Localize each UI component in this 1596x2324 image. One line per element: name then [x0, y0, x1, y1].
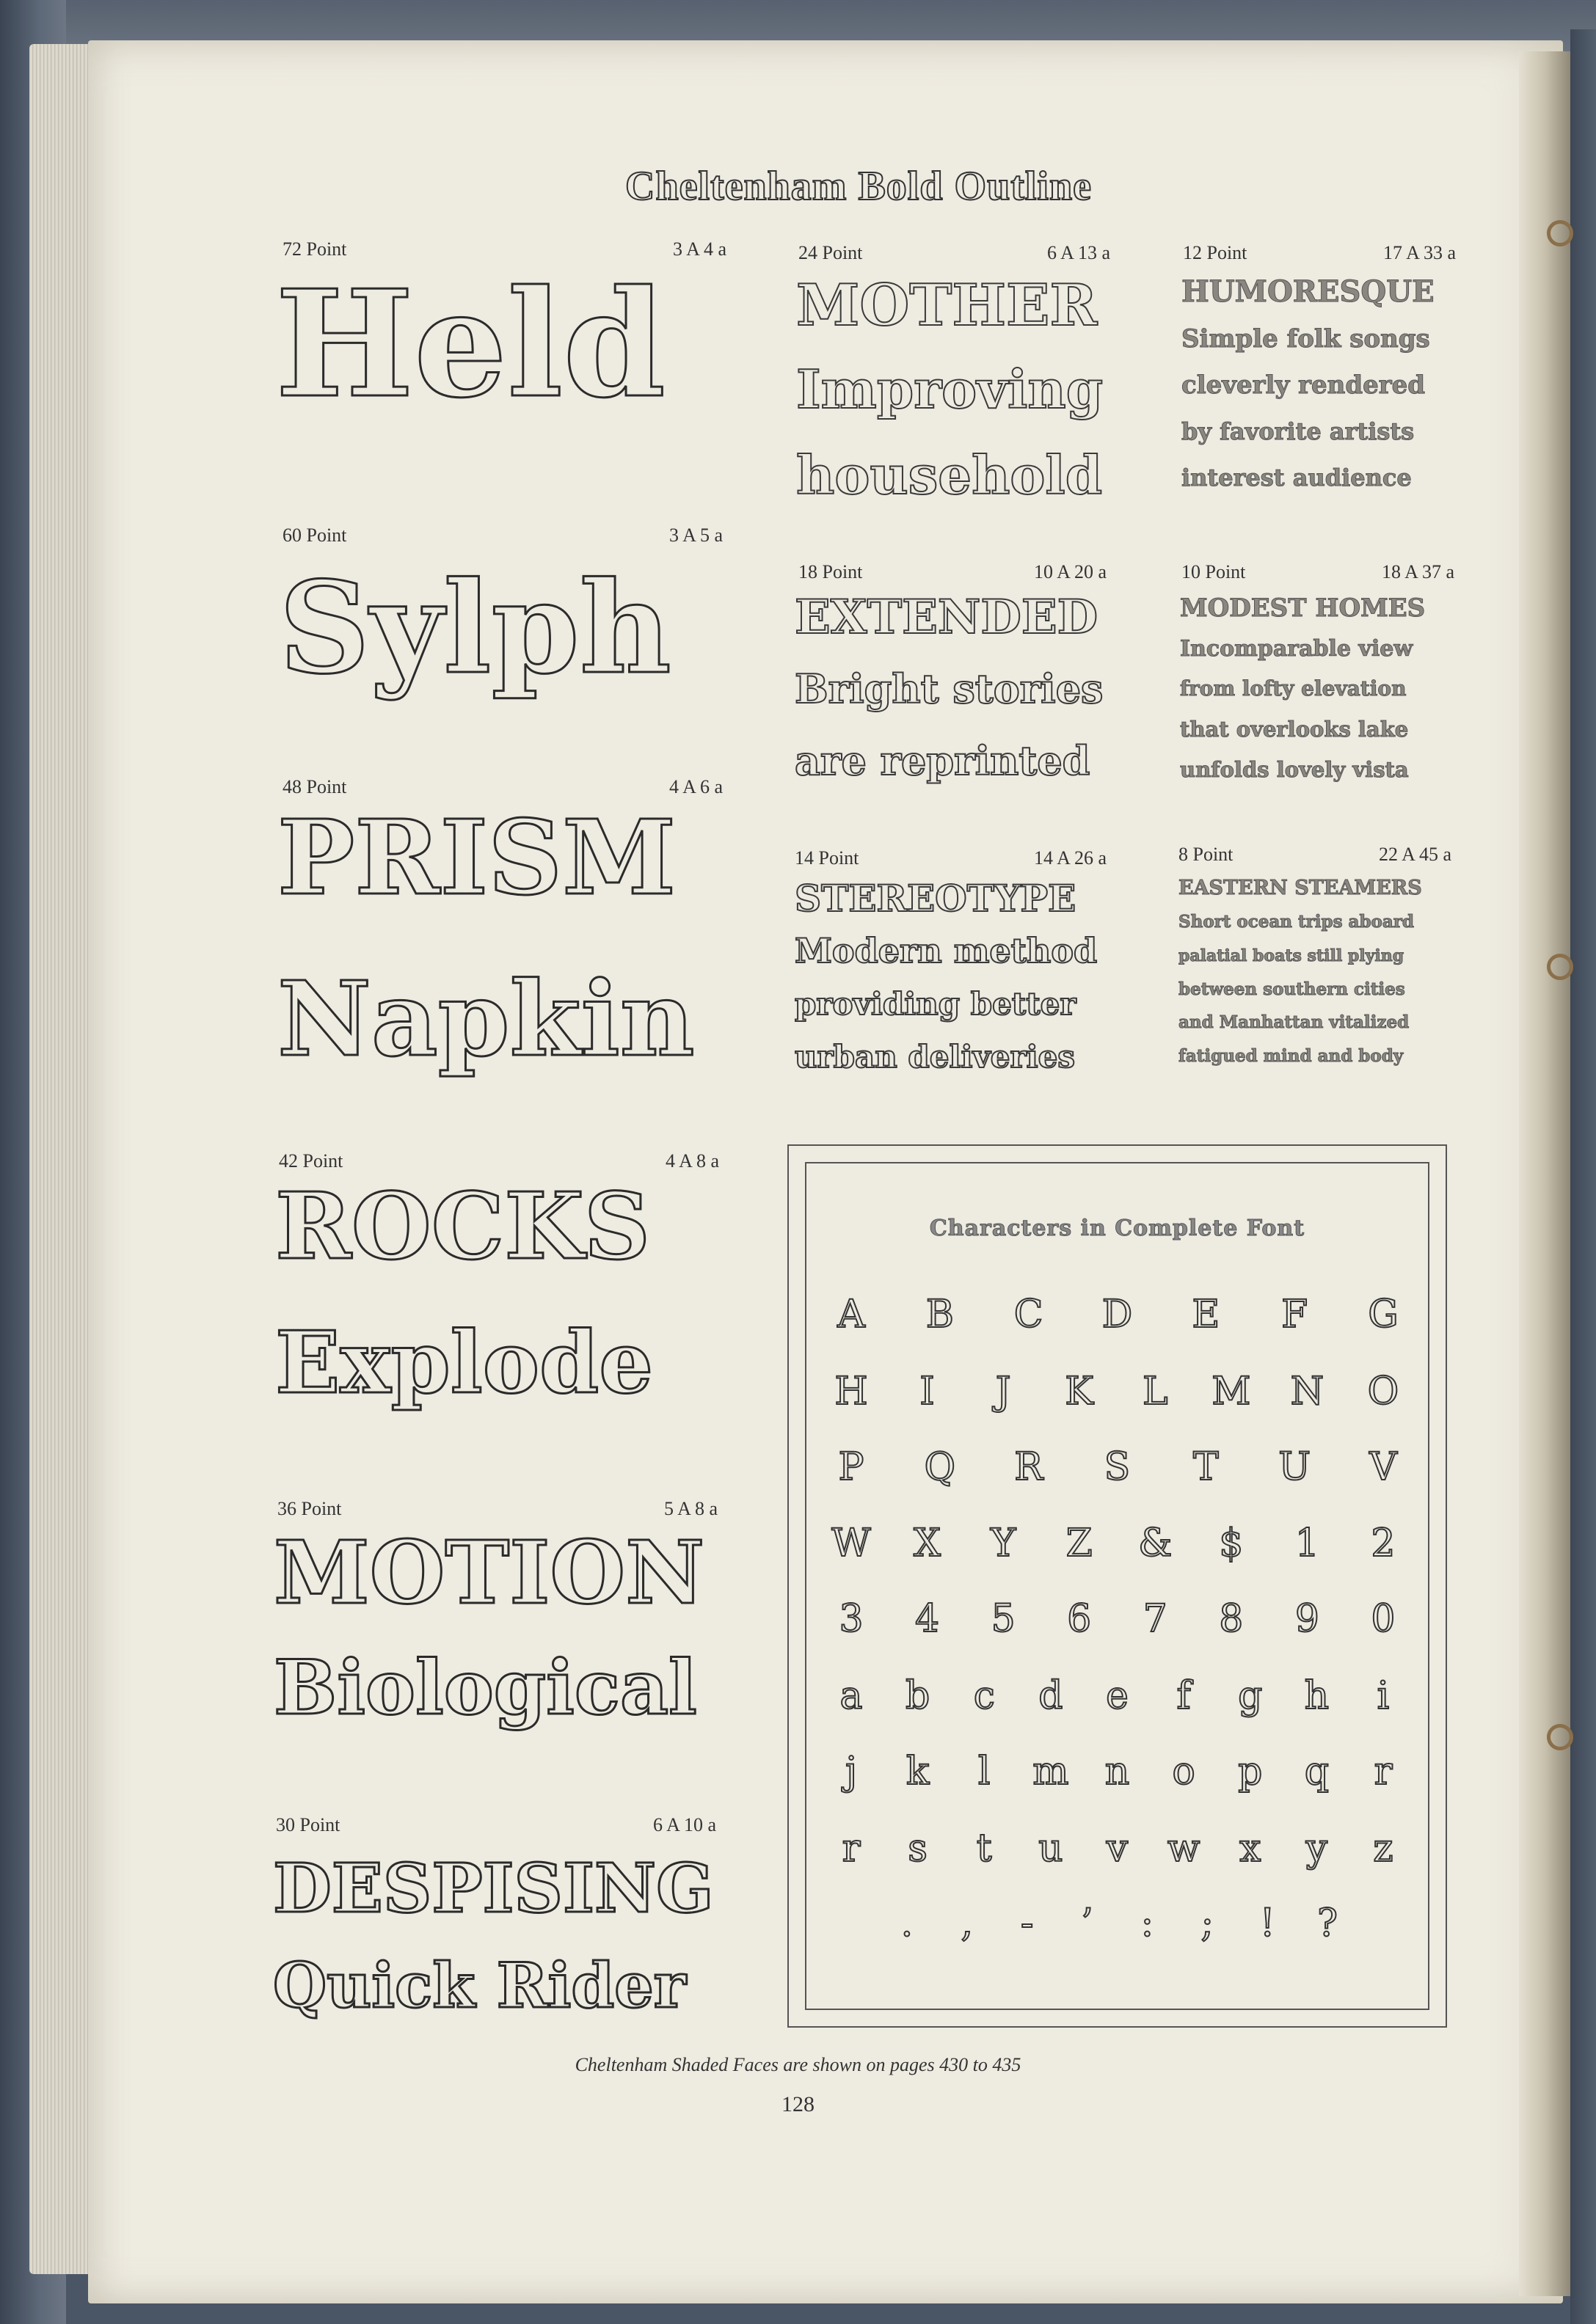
- specimen-text: DESPISING: [273, 1849, 714, 1928]
- font-character: w: [1167, 1827, 1200, 1871]
- font-character: 8: [1219, 1597, 1244, 1641]
- font-character: W: [831, 1521, 871, 1565]
- font-character: U: [1278, 1445, 1311, 1489]
- specimen-text: Held: [275, 258, 666, 431]
- font-character: I: [919, 1370, 935, 1414]
- font-character: r: [1374, 1750, 1393, 1794]
- font-character: h: [1304, 1674, 1330, 1718]
- specimen-size-label: 12 Point 17 A 33 a: [1183, 242, 1456, 263]
- footer-note: Cheltenham Shaded Faces are shown on pages 430 to 435: [575, 2054, 1021, 2075]
- font-character: $: [1219, 1521, 1244, 1565]
- specimen-text: that overlooks lake: [1180, 717, 1409, 742]
- font-character: :: [1140, 1901, 1154, 1945]
- font-character: H: [834, 1370, 868, 1414]
- font-character: t: [976, 1827, 992, 1871]
- specimen-text: STEREOTYPE: [795, 877, 1076, 920]
- font-character: Z: [1065, 1521, 1093, 1565]
- specimen-size-label: 24 Point 6 A 13 a: [798, 242, 1110, 263]
- font-character: T: [1192, 1445, 1219, 1489]
- font-character: d: [1038, 1674, 1063, 1718]
- specimen-text: Modern method: [795, 931, 1098, 971]
- font-character: ’: [1081, 1901, 1093, 1945]
- specimen-size-label: 18 Point 10 A 20 a: [798, 561, 1107, 582]
- specimen-text: Short ocean trips aboard: [1178, 912, 1414, 932]
- font-character: !: [1259, 1901, 1275, 1945]
- font-character: 0: [1371, 1597, 1396, 1641]
- font-character: Q: [924, 1445, 956, 1489]
- font-character: G: [1368, 1293, 1399, 1337]
- font-character: g: [1238, 1674, 1263, 1718]
- binding-thread: [1547, 954, 1573, 980]
- font-character: 9: [1294, 1597, 1319, 1641]
- font-character: L: [1142, 1370, 1168, 1414]
- character-row: [818, 1827, 1416, 1871]
- font-character: .: [900, 1901, 914, 1945]
- specimen-size-label: 36 Point 5 A 8 a: [277, 1498, 718, 1519]
- font-character: ;: [1200, 1901, 1214, 1945]
- character-row: [877, 1901, 1358, 1945]
- font-character: p: [1238, 1750, 1263, 1794]
- specimen-text: Napkin: [277, 960, 695, 1080]
- specimen-text: EXTENDED: [795, 590, 1098, 645]
- specimen-text: unfolds lovely vista: [1180, 757, 1409, 782]
- font-character: S: [1104, 1445, 1131, 1489]
- font-character: r: [842, 1827, 861, 1871]
- binding-thread: [1547, 1724, 1573, 1750]
- specimen-text: HUMORESQUE: [1181, 274, 1435, 309]
- specimen-text: cleverly rendered: [1181, 370, 1426, 400]
- specimen-text: urban deliveries: [795, 1039, 1075, 1075]
- specimen-text: MOTION: [274, 1521, 705, 1623]
- specimen-size-label: 10 Point 18 A 37 a: [1181, 561, 1454, 582]
- font-character: v: [1106, 1827, 1129, 1871]
- font-character: 6: [1067, 1597, 1092, 1641]
- font-character: o: [1172, 1750, 1195, 1794]
- font-character: k: [906, 1750, 930, 1794]
- specimen-text: Simple folk songs: [1181, 324, 1430, 354]
- page-number: 128: [781, 2092, 815, 2116]
- font-character: E: [1192, 1293, 1220, 1337]
- specimen-text: interest audience: [1181, 464, 1412, 492]
- font-character: ,: [961, 1901, 974, 1945]
- font-character: b: [905, 1674, 930, 1718]
- book-cover-right: [1570, 29, 1596, 2324]
- font-character: &: [1138, 1521, 1173, 1565]
- font-character: i: [1377, 1674, 1390, 1718]
- character-row: [818, 1521, 1416, 1565]
- font-character: 7: [1143, 1597, 1167, 1641]
- font-character: N: [1290, 1370, 1324, 1414]
- character-row: [818, 1750, 1416, 1794]
- font-character: K: [1065, 1370, 1094, 1414]
- binding-thread: [1547, 220, 1573, 246]
- specimen-size-label: 42 Point 4 A 8 a: [279, 1150, 719, 1172]
- font-character: c: [973, 1674, 995, 1718]
- font-character: X: [914, 1521, 941, 1565]
- font-character: n: [1104, 1750, 1130, 1794]
- specimen-text: household: [796, 444, 1103, 506]
- font-character: P: [838, 1445, 864, 1489]
- font-character: R: [1014, 1445, 1043, 1489]
- specimen-text: by favorite artists: [1181, 417, 1415, 445]
- font-character: f: [1176, 1674, 1191, 1718]
- specimen-text: Quick Rider: [273, 1949, 686, 2022]
- font-character: l: [977, 1750, 991, 1794]
- font-character: 1: [1294, 1521, 1319, 1565]
- specimen-text: ROCKS: [275, 1173, 651, 1280]
- specimen-text: Incomparable view: [1180, 636, 1413, 662]
- specimen-size-label: 8 Point 22 A 45 a: [1178, 844, 1451, 865]
- specimen-text: Biological: [274, 1644, 697, 1732]
- font-character: q: [1304, 1750, 1330, 1794]
- font-character: C: [1013, 1293, 1043, 1337]
- character-set-box: [787, 1144, 1447, 2028]
- font-character: B: [925, 1293, 954, 1337]
- font-character: j: [845, 1750, 858, 1794]
- specimen-text: Sylph: [279, 553, 671, 702]
- specimen-text: MODEST HOMES: [1180, 593, 1426, 623]
- font-character: F: [1281, 1293, 1308, 1337]
- font-character: e: [1106, 1674, 1129, 1718]
- page-title: Cheltenham Bold Outline: [625, 164, 1092, 209]
- character-set-inner-frame: [805, 1162, 1429, 2010]
- character-row: [818, 1597, 1416, 1641]
- character-set-heading: Characters in Complete Font: [929, 1216, 1305, 1241]
- specimen-size-label: 48 Point 4 A 6 a: [283, 776, 723, 797]
- font-character: V: [1369, 1445, 1397, 1489]
- character-row: [818, 1293, 1416, 1337]
- character-row: [818, 1674, 1416, 1718]
- font-character: z: [1373, 1827, 1393, 1871]
- font-character: -: [1020, 1901, 1034, 1945]
- specimen-text: palatial boats still plying: [1178, 946, 1404, 965]
- specimen-text: Explode: [275, 1313, 654, 1413]
- book-gutter: [1519, 51, 1570, 2296]
- font-character: A: [837, 1293, 865, 1337]
- specimen-text: and Manhattan vitalized: [1178, 1012, 1410, 1032]
- character-row: [818, 1445, 1416, 1489]
- specimen-text: PRISM: [277, 798, 677, 918]
- specimen-text: providing better: [795, 986, 1076, 1022]
- font-character: Y: [990, 1521, 1016, 1565]
- font-character: m: [1032, 1750, 1069, 1794]
- specimen-text: from lofty elevation: [1180, 676, 1407, 701]
- font-character: O: [1367, 1370, 1399, 1414]
- specimen-size-label: 14 Point 14 A 26 a: [795, 847, 1107, 869]
- font-character: 2: [1371, 1521, 1396, 1565]
- font-character: u: [1038, 1827, 1063, 1871]
- specimen-text: Improving: [796, 358, 1104, 420]
- font-character: 3: [839, 1597, 864, 1641]
- character-row: [818, 1370, 1416, 1414]
- font-character: J: [995, 1370, 1011, 1414]
- font-character: D: [1101, 1293, 1133, 1337]
- font-character: ?: [1317, 1901, 1338, 1945]
- font-character: s: [908, 1827, 928, 1871]
- specimen-text: Bright stories: [795, 665, 1104, 712]
- font-character: 5: [991, 1597, 1016, 1641]
- font-character: M: [1211, 1370, 1251, 1414]
- specimen-text: MOTHER: [796, 272, 1098, 339]
- specimen-size-label: 72 Point 3 A 4 a: [283, 238, 726, 260]
- font-character: x: [1239, 1827, 1261, 1871]
- specimen-size-label: 60 Point 3 A 5 a: [283, 525, 723, 546]
- font-character: 4: [915, 1597, 940, 1641]
- font-character: y: [1305, 1827, 1328, 1871]
- specimen-text: EASTERN STEAMERS: [1178, 877, 1422, 899]
- specimen-text: are reprinted: [795, 737, 1090, 784]
- specimen-text: fatigued mind and body: [1178, 1046, 1404, 1066]
- specimen-size-label: 30 Point 6 A 10 a: [276, 1814, 716, 1835]
- font-character: a: [839, 1674, 863, 1718]
- specimen-text: between southern cities: [1178, 979, 1405, 999]
